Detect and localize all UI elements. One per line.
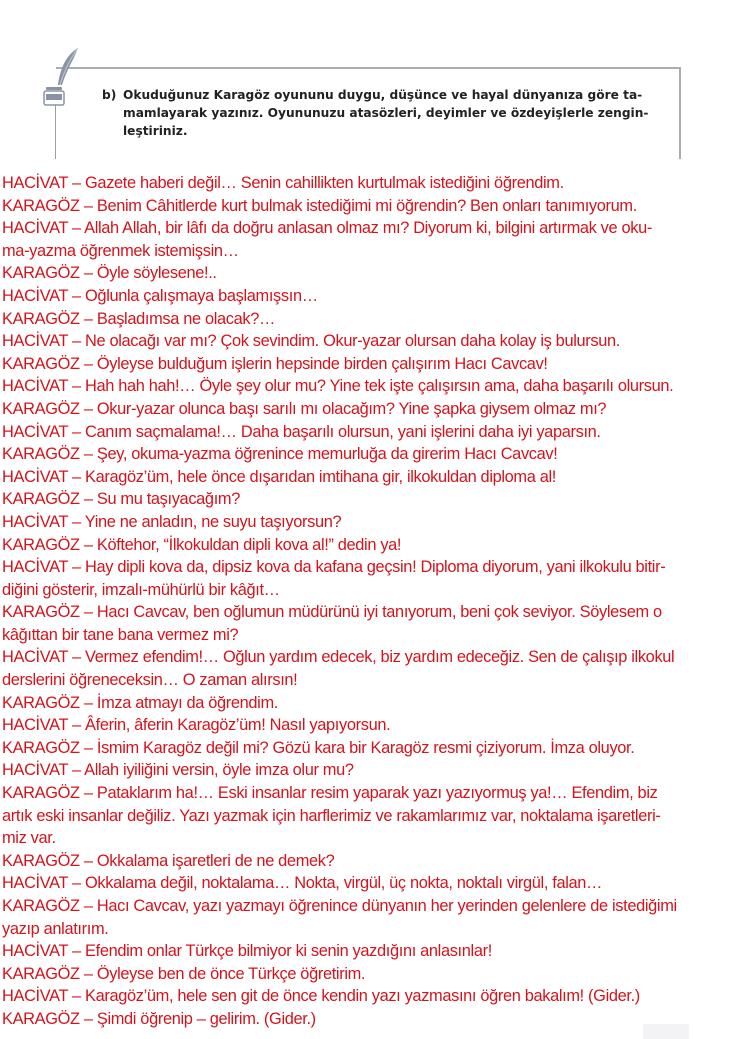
dialogue-line: HACİVAT – Okkalama değil, noktalama… Nokta, virgül, üç nokta, noktalı virgül, falan… xyxy=(2,874,603,893)
dialogue-line: HACİVAT – Karagöz’üm, hele önce dışarıdan imtihana gir, ilkokuldan diploma al! xyxy=(2,467,556,486)
dialogue-line: kâğıttan bir tane bana vermez mi? xyxy=(2,625,239,644)
dialogue-line: KARAGÖZ – Pataklarım ha!… Eski insanlar resim yaparak yazı yazıyormuş ya!… Efendim, biz xyxy=(2,784,658,803)
dialogue-line: derslerini öğreneceksin… O zaman alırsın! xyxy=(2,671,298,690)
dialogue-line: HACİVAT – Hah hah hah!… Öyle şey olur mu? Yine tek işte çalışırsın ama, daha başarılı olursun. xyxy=(2,377,674,396)
dialogue-line: HACİVAT – Hay dipli kova da, dipsiz kova da kafana geçsin! Diploma diyorum, yani ilkokulu bitir- xyxy=(2,558,666,577)
dialogue-line: KARAGÖZ – Şey, okuma-yazma öğrenince memurluğa da girerim Hacı Cavcav! xyxy=(2,445,558,464)
task-line: leştiriniz. xyxy=(123,124,188,138)
dialogue-line: HACİVAT – Âferin, âferin Karagöz’üm! Nasıl yapıyorsun. xyxy=(2,716,391,735)
dialogue-line: KARAGÖZ – İsmim Karagöz değil mi? Gözü kara bir Karagöz resmi çiziyorum. İmza oluyor. xyxy=(2,738,635,757)
dialogue-line: HACİVAT – Oğlunla çalışmaya başlamışsın… xyxy=(2,286,318,305)
task-instructions xyxy=(102,86,672,140)
dialogue-line: KARAGÖZ – Başladımsa ne olacak?… xyxy=(2,309,276,328)
dialogue-line: KARAGÖZ – Öyleyse bulduğum işlerin hepsinde birden çalışırım Hacı Cavcav! xyxy=(2,354,548,373)
dialogue-line: HACİVAT – Allah iyiliğini versin, öyle imza olur mu? xyxy=(2,761,354,780)
dialogue-line: KARAGÖZ – İmza atmayı da öğrendim. xyxy=(2,693,278,712)
dialogue-line: artık eski insanlar değiliz. Yazı yazmak için harflerimiz ve rakamlarımız var, noktalama işaretleri- xyxy=(2,806,661,825)
dialogue-line: KARAGÖZ – Öyle söylesene!.. xyxy=(2,264,217,283)
play-dialogue xyxy=(2,172,737,1031)
quill-inkwell-icon xyxy=(36,45,86,107)
task-line: Okuduğunuz Karagöz oyununu duygu, düşünce ve hayal dünyanıza göre ta- xyxy=(123,88,643,102)
task-label: b) xyxy=(102,88,117,102)
dialogue-line: HACİVAT – Efendim onlar Türkçe bilmiyor ki senin yazdığını anlasınlar! xyxy=(2,942,492,961)
dialogue-line: KARAGÖZ – Hacı Cavcav, ben oğlumun müdürünü iyi tanıyorum, beni çok seviyor. Söylesem o xyxy=(2,603,662,622)
dialogue-line: yazıp anlatırım. xyxy=(2,919,109,938)
dialogue-line: HACİVAT – Allah Allah, bir lâfı da doğru anlasan olmaz mı? Diyorum ki, bilgini artırmak ve oku- xyxy=(2,219,652,238)
dialogue-line: HACİVAT – Canım saçmalama!… Daha başarılı olursun, yani işlerini daha iyi yaparsın. xyxy=(2,422,601,441)
dialogue-line: KARAGÖZ – Okkalama işaretleri de ne demek? xyxy=(2,851,335,870)
dialogue-line: miz var. xyxy=(2,829,56,848)
dialogue-line: KARAGÖZ – Köftehor, “İlkokuldan dipli kova al!” dedin ya! xyxy=(2,535,402,554)
dialogue-line: KARAGÖZ – Okur-yazar olunca başı sarılı mı olacağım? Yine şapka giysem olmaz mı? xyxy=(2,399,607,418)
dialogue-line: KARAGÖZ – Şimdi öğrenip – gelirim. (Gider.) xyxy=(2,1009,316,1028)
dialogue-line: KARAGÖZ – Su mu taşıyacağım? xyxy=(2,490,240,509)
margin-rule xyxy=(55,103,56,159)
dialogue-line: HACİVAT – Ne olacağı var mı? Çok sevindim. Okur-yazar olursan daha kolay iş bulursun. xyxy=(2,332,620,351)
dialogue-line: HACİVAT – Karagöz’üm, hele sen git de önce kendin yazı yazmasını öğren bakalım! (Gider.) xyxy=(2,987,640,1006)
dialogue-line: HACİVAT – Vermez efendim!… Oğlun yardım edecek, biz yardım edeceğiz. Sen de çalışıp ilkokul xyxy=(2,648,675,667)
dialogue-line: ma-yazma öğrenmek istemişsin… xyxy=(2,241,239,260)
task-line: mamlayarak yazınız. Oyununuzu atasözleri, deyimler ve özdeyişlerle zengin- xyxy=(123,106,649,120)
dialogue-line: KARAGÖZ – Benim Câhitlerde kurt bulmak istediğimi mi öğrendin? Ben onları tanımıyorum. xyxy=(2,196,637,215)
dialogue-line: HACİVAT – Yine ne anladın, ne suyu taşıyorsun? xyxy=(2,512,342,531)
dialogue-line: KARAGÖZ – Öyleyse ben de önce Türkçe öğretirim. xyxy=(2,964,366,983)
dialogue-line: KARAGÖZ – Hacı Cavcav, yazı yazmayı öğrenince dünyanın her yerinden gelenlere de istediğimi xyxy=(2,897,677,915)
page-corner-tab xyxy=(643,1024,689,1039)
dialogue-line: HACİVAT – Gazete haberi değil… Senin cahillikten kurtulmak istediğini öğrendim. xyxy=(2,174,564,192)
dialogue-line: diğini gösterir, imzalı-mühürlü bir kâğıt… xyxy=(2,580,280,599)
